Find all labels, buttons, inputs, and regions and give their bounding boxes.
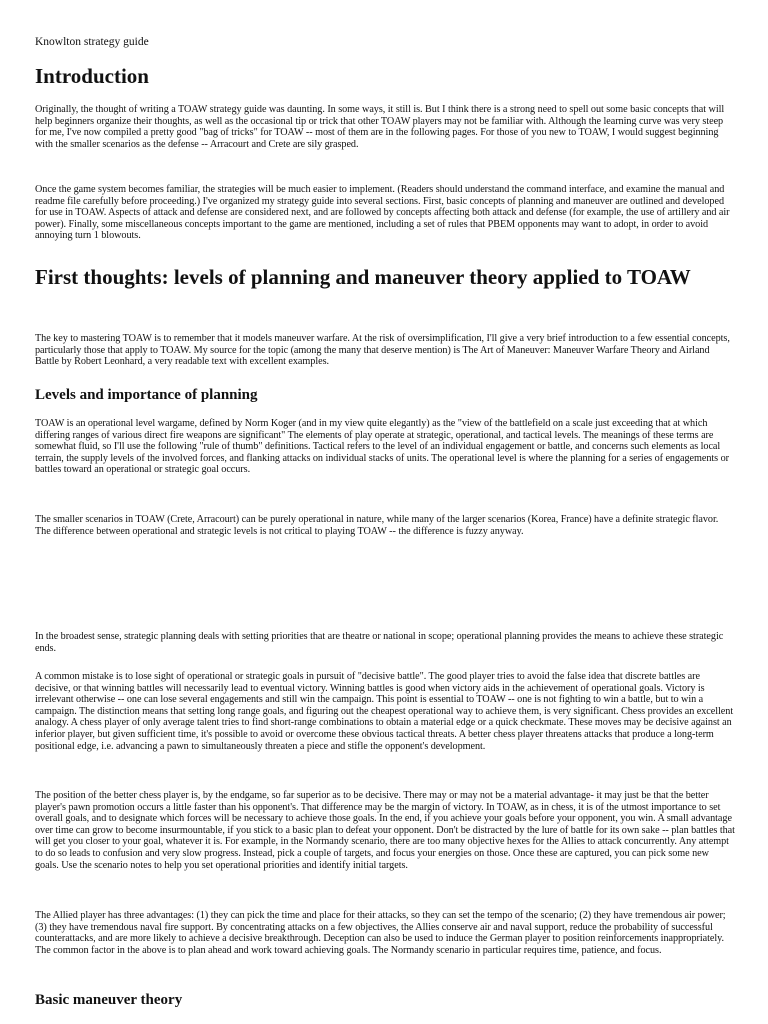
heading-basic-maneuver: Basic maneuver theory [35, 992, 183, 1008]
paragraph-intro-1: Originally, the thought of writing a TOAW strategy guide was daunting. In some ways, it still is. But I think there is a strong need to spell out some basic concepts that will help beginners organize their thoughts, as well as the occasional tip or trick that other TOAW players may not be familiar with. Although the learning curve was very steep for me, I've now compiled a pretty good "bag of tricks" for TOAW -- most of them are in the following pages. For those of you new to TOAW, I would suggest beginning with the smaller scenarios as the defense -- Arracourt and Crete are sily grasped. [35, 104, 725, 150]
paragraph-levels-4: A common mistake is to lose sight of operational or strategic goals in pursuit of "decisive battle". The good player tries to avoid the false idea that discrete battles are decisive, or that winning battles will necessarily lead to eventual victory. Winning battles is good when victory aids in the achievement of operational goals. Victory is irrelevant otherwise -- one can lose several engagements and still win the campaign. This point is essential to TOAW -- one is not fighting to win a battle, but to win a campaign. The distinction means that setting long range goals, and figuring out the cheapest operational way to achieve them, is very significant. Chess provides an excellent analogy. A chess player of only average talent tries to find short-range combinations to obtain a material edge or a quick checkmate. These moves may be decisive against an inferior player, but given sufficient time, it's possible to avoid or overcome these obvious tactical threats. A better chess player threatens attacks that produce a long-term positional edge, i.e. advancing a pawn to simultaneously threaten a piece and stifle the opponent's development. [35, 671, 734, 752]
paragraph-levels-2: The smaller scenarios in TOAW (Crete, Arracourt) can be purely operational in nature, while many of the larger scenarios (Korea, France) have a definite strategic flavor. The difference between operational and strategic levels is not critical to playing TOAW -- the difference is fuzzy anyway. [35, 514, 719, 537]
heading-introduction: Introduction [35, 64, 149, 88]
heading-first-thoughts: First thoughts: levels of planning and maneuver theory applied to TOAW [35, 265, 691, 289]
paragraph-intro-2: Once the game system becomes familiar, the strategies will be much easier to implement. (Readers should understand the command interface, and examine the manual and readme file carefully before proceeding.) I've organized my strategy guide into several sections. First, basic concepts of planning and maneuver are outlined and developed for use in TOAW. Aspects of attack and defense are considered next, and are followed by concepts affecting both attack and defense (for example, the use of artillery and air power). Finally, some miscellaneous concepts important to the game are mentioned, including a set of rules that PBEM opponents may want to adopt, in order to avoid annoying turn 1 blowouts. [35, 184, 730, 242]
paragraph-levels-3: In the broadest sense, strategic planning deals with setting priorities that are theatre or national in scope; operational planning provides the means to achieve these strategic ends. [35, 631, 724, 654]
paragraph-levels-5: The position of the better chess player is, by the endgame, so far superior as to be decisive. There may or may not be a material advantage- it may just be that the better player's pawn promotion occurs a little faster than his opponent's. That difference may be the margin of victory. In TOAW, as in chess, it is of the utmost importance to set overall goals, and to designate which forces will be necessary to achieve those goals. In the end, if you achieve your goals before your opponent, you win. A small advantage over time can grow to become insurmountable, if you stick to a basic plan to defeat your opponent. Don't be distracted by the lure of battle for its own sake -- plan battles that will get you closer to your goal, whatever it is. For example, in the Normandy scenario, there are too many objective hexes for the Allies to attack concurrently. Any attempt to do so leads to confusion and very slow progress. Instead, pick a couple of targets, and focus your energies on those. Once these are captured, you can pick some new goals. Use the scenario notes to help you set operational priorities and identify initial targets. [35, 790, 735, 871]
paragraph-levels-1: TOAW is an operational level wargame, defined by Norm Koger (and in my view quite elegantly) as the "view of the battlefield on a scale just exceeding that at which differing ranges of various direct fire weapons are significant" The elements of play operate at strategic, operational, and tactical levels. The meanings of these terms are somewhat fluid, so I'll use the following "rule of thumb" definitions. Tactical refers to the level of an individual engagement or battle, and concerns such elements as local terrain, the supply levels of the involved forces, and flanking attacks on individual stacks of units. The operational level is where the planning for a series of engagements or battles toward an operational or strategic goal occurs. [35, 418, 729, 476]
paragraph-levels-6: The Allied player has three advantages: (1) they can pick the time and place for their attacks, so they can set the tempo of the scenario; (2) they have tremendous air power; (3) they have tremendous naval fire support. By concentrating attacks on a few objectives, the Allies conserve air and naval support, reduce the probability of successful counterattacks, and are more likely to achieve a decisive breakthrough. Deception can also be used to induce the German player to position reinforcements inappropriately. The common factor in the above is to plan ahead and work toward achieving goals. The Normandy scenario in particular requires time, patience, and focus. [35, 910, 726, 956]
paragraph-first-thoughts-1: The key to mastering TOAW is to remember that it models maneuver warfare. At the risk of oversimplification, I'll give a very brief introduction to a few essential concepts, particularly those that apply to TOAW. My source for the topic (among the many that deserve mention) is The Art of Maneuver: Maneuver Warfare Theory and Airland Battle by Robert Leonhard, a very readable text with excellent examples. [35, 333, 730, 368]
page-header: Knowlton strategy guide [35, 36, 149, 48]
heading-levels-of-planning: Levels and importance of planning [35, 387, 258, 403]
